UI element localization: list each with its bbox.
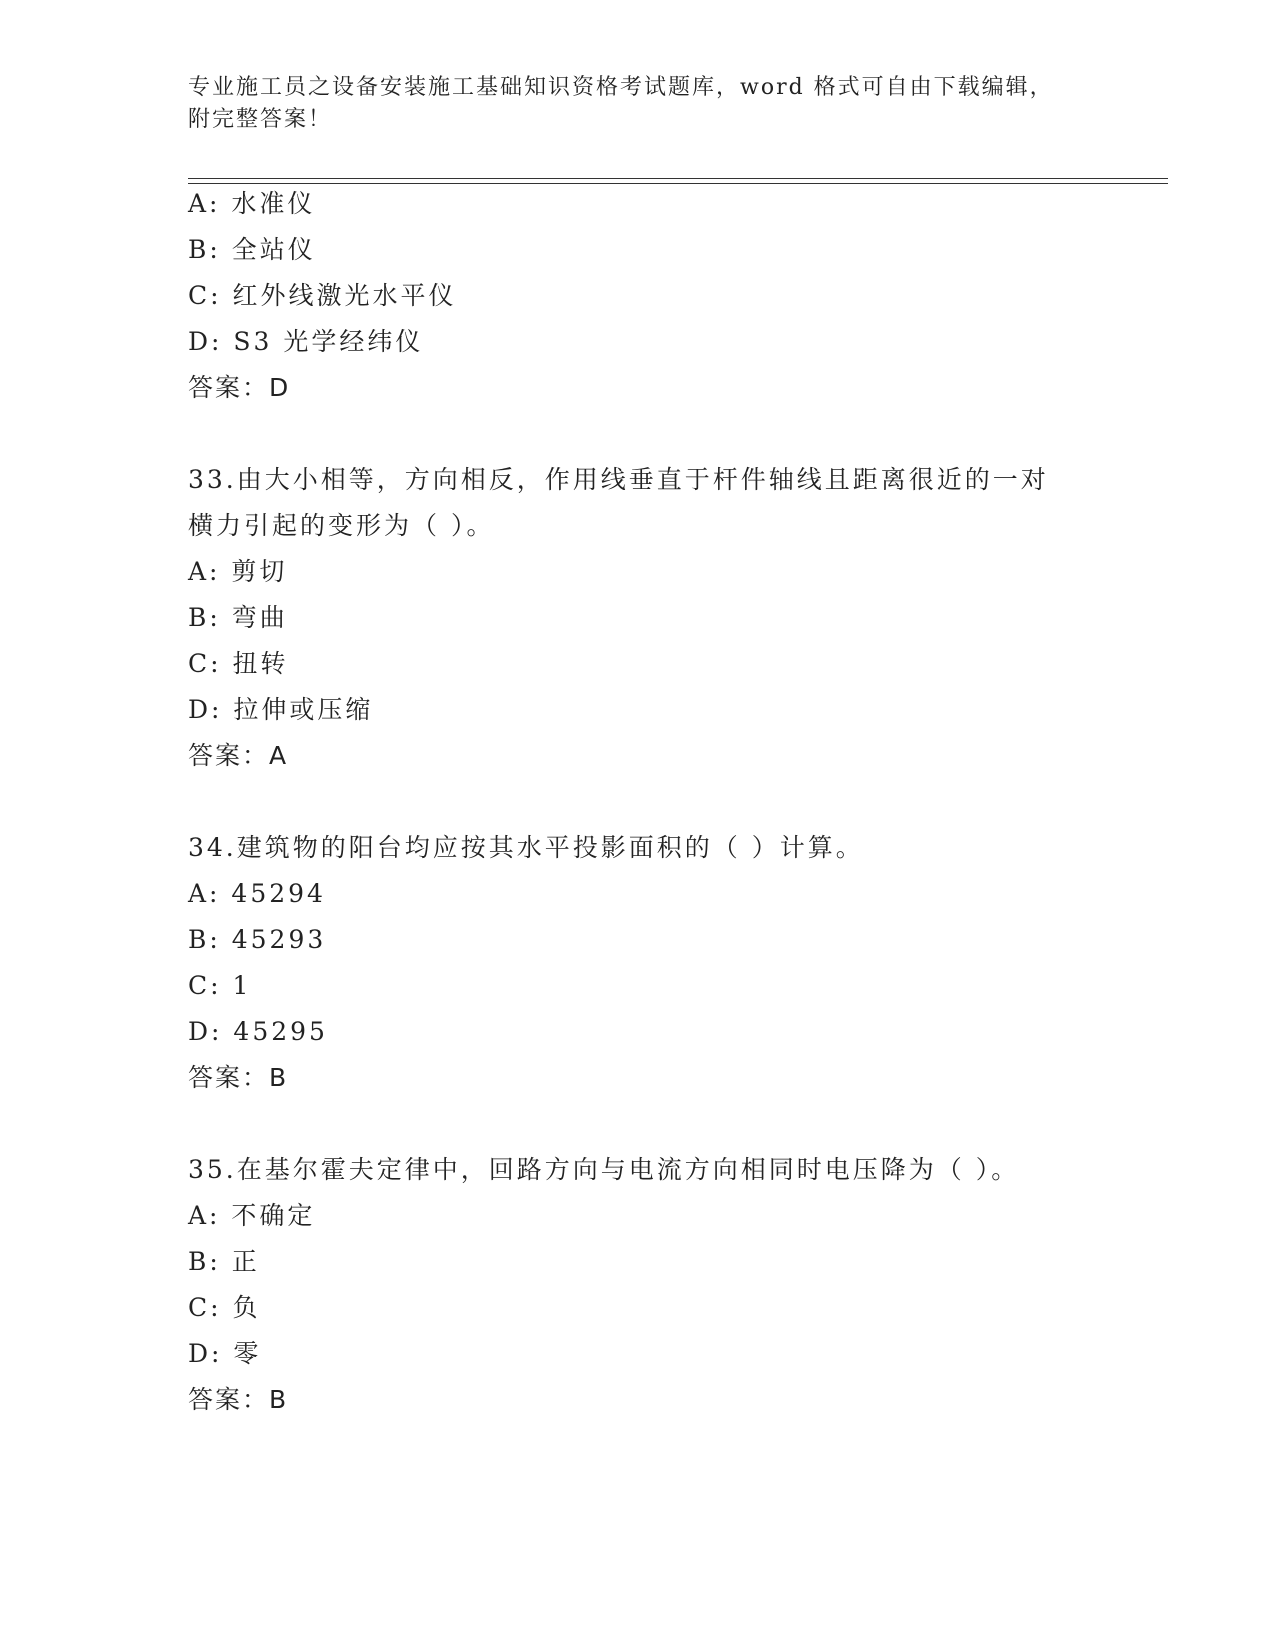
header-line-1: 专业施工员之设备安装施工基础知识资格考试题库，word 格式可自由下载编辑，: [188, 75, 1054, 100]
option-b: B: 45293: [188, 925, 327, 954]
option-d: D: 零: [188, 1339, 262, 1368]
answer-line: 答案：B: [188, 1063, 289, 1092]
question-stem: 35.在基尔霍夫定律中，回路方向与电流方向相同时电压降为（ ）。: [188, 1155, 1020, 1184]
question-35: [188, 1155, 1088, 1415]
option-c: C: 负: [188, 1293, 261, 1322]
question-32-continued: [188, 189, 1088, 403]
option-a: A: 剪切: [188, 557, 288, 586]
option-d: D: 拉伸或压缩: [188, 695, 374, 724]
question-stem-continued: 横力引起的变形为（ ）。: [188, 511, 495, 540]
header-line-2: 附完整答案！: [188, 107, 333, 132]
option-d: D: 45295: [188, 1017, 328, 1046]
question-34: [188, 833, 1088, 1093]
answer-line: 答案：A: [188, 741, 289, 770]
answer-line: 答案：B: [188, 1385, 289, 1414]
option-a: A: 水准仪: [188, 189, 316, 218]
answer-line: 答案：D: [188, 373, 291, 402]
question-stem: 34.建筑物的阳台均应按其水平投影面积的（ ）计算。: [188, 833, 864, 862]
question-list: [188, 189, 1088, 1431]
option-b: B: 正: [188, 1247, 260, 1276]
document-header: [188, 72, 1088, 136]
option-c: C: 1: [188, 971, 252, 1000]
question-33: [188, 465, 1088, 771]
option-a: A: 不确定: [188, 1201, 316, 1230]
header-divider-bottom: [188, 183, 1168, 184]
option-c: C: 扭转: [188, 649, 289, 678]
option-b: B: 全站仪: [188, 235, 316, 264]
option-a: A: 45294: [188, 879, 326, 908]
option-d: D: S3 光学经纬仪: [188, 327, 424, 356]
header-divider-top: [188, 178, 1168, 179]
question-stem: 33.由大小相等，方向相反，作用线垂直于杆件轴线且距离很近的一对: [188, 465, 1049, 494]
option-c: C: 红外线激光水平仪: [188, 281, 457, 310]
option-b: B: 弯曲: [188, 603, 288, 632]
